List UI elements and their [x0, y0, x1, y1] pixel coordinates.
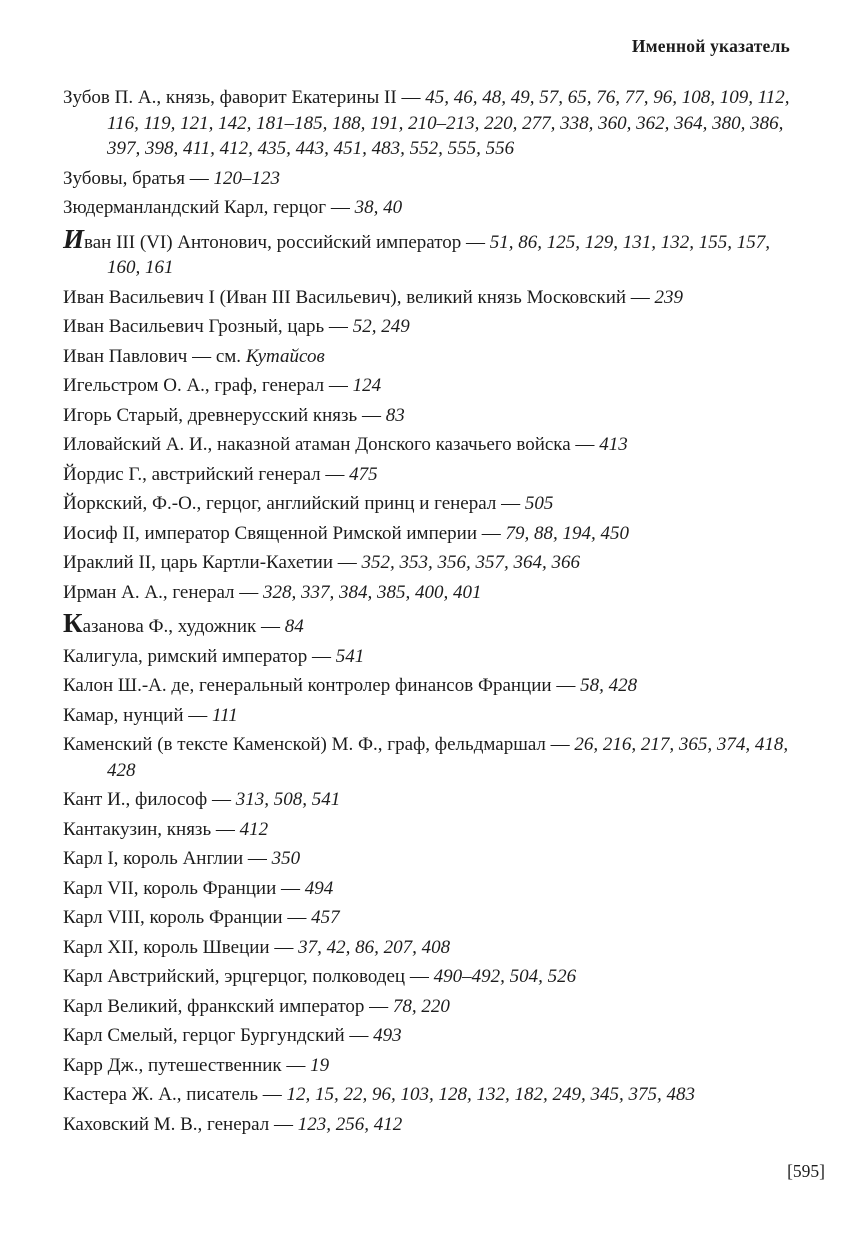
index-entry — [63, 432, 793, 458]
index-entry — [63, 491, 793, 517]
entry-pages: 352, 353, 356, 357, 364, 366 — [361, 552, 580, 573]
index-entry — [63, 1112, 793, 1138]
index-entry — [63, 732, 793, 783]
index-entry — [63, 787, 793, 813]
entry-pages: 51, 86, 125, 129, 131, 132, 155, 157, 160, 161 — [107, 231, 771, 278]
index-entry — [63, 673, 793, 699]
section-initial: И — [63, 223, 85, 254]
entry-name: Иван Павлович — см. — [63, 345, 246, 367]
entry-pages: 78, 220 — [392, 995, 450, 1017]
index-entry — [63, 644, 793, 670]
index-entry — [63, 223, 793, 281]
index-entry — [63, 344, 793, 370]
entry-pages: 123, 256, 412 — [297, 1113, 403, 1135]
entry-pages: 52, 249 — [352, 316, 410, 337]
entry-pages: 12, 15, 22, 96, 103, 128, 132, 182, 249, 345, 375, 483 — [286, 1084, 696, 1105]
entry-name: Йордис Г., австрийский генерал — — [63, 463, 350, 485]
index-entry — [63, 1082, 793, 1108]
entry-name: Иосиф II, император Священной Римской империи — — [63, 522, 506, 544]
entry-name: Карл XII, король Швеции — — [63, 936, 299, 958]
entry-name: азанова Ф., художник — — [82, 616, 285, 637]
index-entry — [63, 876, 793, 902]
entry-name: Зубов П. А., князь, фаворит Екатерины II — — [63, 87, 426, 108]
entry-pages: 37, 42, 86, 207, 408 — [298, 936, 451, 958]
entry-pages: 19 — [310, 1054, 330, 1076]
entry-name: Зюдерманландский Карл, герцог — — [63, 197, 355, 218]
entry-name: Кант И., философ — — [63, 789, 236, 810]
entry-pages: 38, 40 — [354, 197, 403, 218]
entry-name: Калон Ш.-А. де, генеральный контролер финансов Франции — — [63, 675, 581, 696]
index-entry — [63, 550, 793, 576]
entry-pages: 239 — [654, 286, 684, 308]
index-entry — [63, 1023, 793, 1049]
entry-pages: 328, 337, 384, 385, 400, 401 — [263, 581, 482, 603]
entry-name: Карл Смелый, герцог Бургундский — — [63, 1025, 374, 1046]
index-entry — [63, 994, 793, 1020]
entry-name: Ираклий II, царь Картли-Кахетии — — [63, 552, 362, 573]
index-entry — [63, 1053, 793, 1079]
entry-pages: 412 — [239, 818, 269, 840]
index-entry — [63, 85, 793, 162]
entry-name: Карл VII, король Франции — — [63, 877, 305, 899]
entry-pages: 58, 428 — [580, 675, 638, 696]
entry-name: Игельстром О. А., граф, генерал — — [63, 375, 353, 396]
index-entry — [63, 403, 793, 429]
entry-name: Карр Дж., путешественник — — [63, 1054, 311, 1076]
entry-pages: 124 — [352, 375, 382, 396]
entry-name: Калигула, римский император — — [63, 645, 336, 667]
entry-pages: 493 — [373, 1025, 402, 1046]
index-entry — [63, 817, 793, 843]
index-entry — [63, 285, 793, 311]
entry-pages: 83 — [385, 404, 405, 426]
entry-name: Иловайский А. И., наказной атаман Донского казачьего войска — — [63, 434, 600, 455]
entry-pages: 84 — [284, 616, 304, 637]
entry-name: Йоркский, Ф.-О., герцог, английский принц и генерал — — [63, 493, 525, 514]
entry-name: Иван Васильевич Грозный, царь — — [63, 316, 353, 337]
entry-pages: 541 — [335, 645, 365, 667]
page-number: [595] — [787, 1161, 825, 1181]
index-entry — [63, 846, 793, 872]
index-entry — [63, 703, 793, 729]
running-head: Именной указатель — [631, 36, 790, 56]
entry-pages: 313, 508, 541 — [235, 789, 341, 810]
index-entry — [63, 314, 793, 340]
index-entry — [63, 935, 793, 961]
entry-name: Карл Австрийский, эрцгерцог, полководец — — [63, 966, 434, 987]
index-entry — [63, 964, 793, 990]
entry-pages: 350 — [271, 848, 301, 869]
index-entry — [63, 610, 793, 640]
entry-name: Карл VIII, король Франции — — [63, 907, 312, 928]
entry-pages: 111 — [212, 704, 238, 726]
entry-name: ван III (VI) Антонович, российский император — — [84, 231, 490, 253]
index-list — [63, 85, 793, 1141]
index-entry — [63, 521, 793, 547]
index-entry — [63, 373, 793, 399]
entry-name: Ирман А. А., генерал — — [63, 581, 264, 603]
entry-pages: 475 — [349, 463, 378, 485]
entry-name: Кантакузин, князь — — [63, 818, 240, 840]
section-initial: К — [63, 608, 83, 638]
entry-name: Карл Великий, франкский император — — [63, 995, 393, 1017]
entry-name: Кастера Ж. А., писатель — — [63, 1084, 287, 1105]
entry-pages: 457 — [311, 907, 340, 928]
entry-pages: 79, 88, 194, 450 — [505, 522, 630, 544]
entry-name: Игорь Старый, древнерусский князь — — [63, 404, 386, 426]
entry-pages: 120–123 — [213, 167, 280, 189]
entry-name: Карл I, король Англии — — [63, 848, 272, 869]
entry-name: Иван Васильевич I (Иван III Васильевич), великий князь Московский — — [63, 286, 655, 308]
index-entry — [63, 905, 793, 931]
entry-pages: Кутайсов — [245, 345, 325, 367]
index-entry — [63, 462, 793, 488]
entry-name: Камар, нунций — — [63, 704, 213, 726]
entry-name: Зубовы, братья — — [63, 167, 214, 189]
entry-name: Каховский М. В., генерал — — [63, 1113, 298, 1135]
entry-pages: 45, 46, 48, 49, 57, 65, 76, 77, 96, 108, 109, 112, 116, 119, 121, 142, 181–185, 188, 191, 210–213, 220, 277, 338, 360, 362, 364, 380, 386, 397, 398, 411, 412, 435, 443, 451, 483, 552, 555, 556 — [107, 87, 790, 159]
index-entry — [63, 166, 793, 192]
entry-pages: 505 — [524, 493, 554, 514]
index-entry — [63, 580, 793, 606]
entry-name: Каменский (в тексте Каменской) М. Ф., граф, фельдмаршал — — [63, 734, 575, 755]
entry-pages: 413 — [599, 434, 628, 455]
entry-pages: 26, 216, 217, 365, 374, 418, 428 — [107, 734, 789, 781]
index-entry — [63, 195, 793, 221]
entry-pages: 494 — [304, 877, 334, 899]
entry-pages: 490–492, 504, 526 — [433, 966, 577, 987]
